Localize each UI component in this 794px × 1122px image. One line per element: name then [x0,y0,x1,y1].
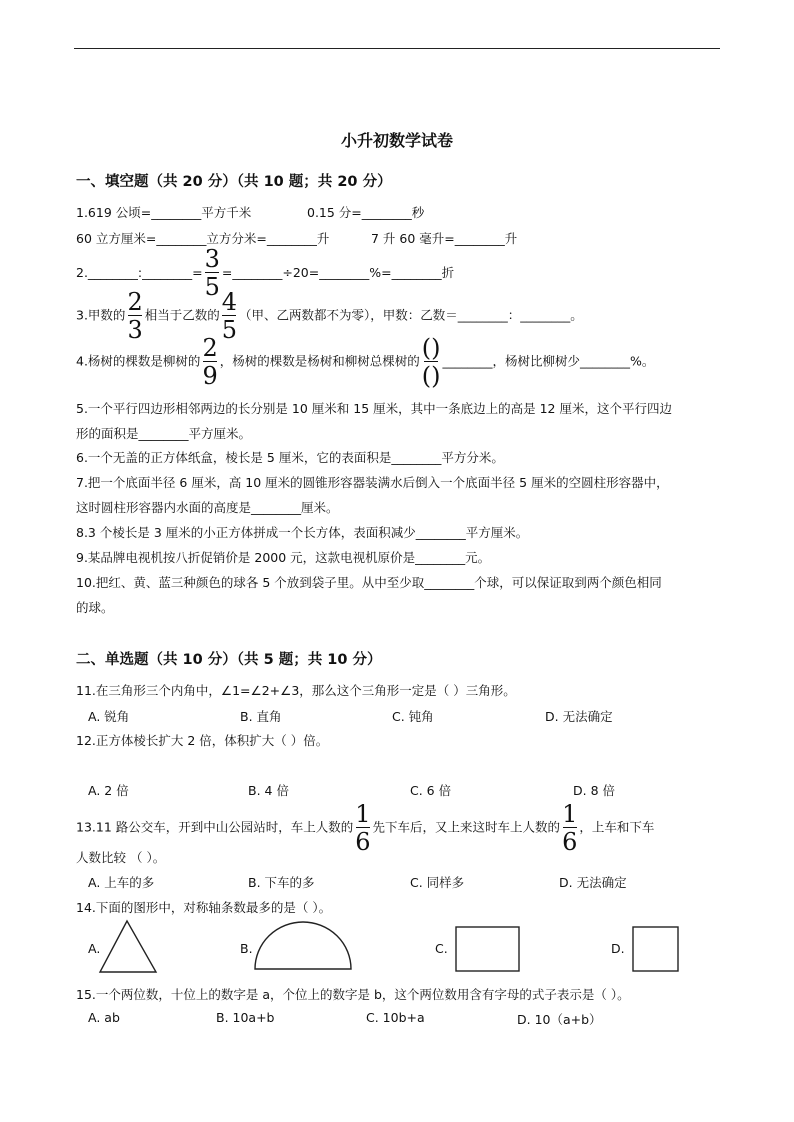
q4-pre: 4.杨树的棵数是柳树的 [76,353,201,369]
q14-option-b[interactable]: B. [240,941,253,956]
q2-post: =________÷20=________%=________折 [221,264,455,280]
q7-line2: 这时圆柱形容器内水面的高度是________厘米。 [76,500,339,515]
q2-pre: 2.________:________= [76,264,203,280]
q13-mid: 先下车后，又上来这时车上人数的 [372,819,561,835]
q3 [76,290,583,342]
q5-line2: 形的面积是________平方厘米。 [76,426,252,441]
q4-numerator-1: 2 [202,334,218,362]
q13-pre: 13.11 路公交车，开到中山公园站时，车上人数的 [76,819,354,835]
header-rule [74,48,720,49]
q1-part-a2: 0.15 分=________秒 [307,205,425,220]
q4 [76,336,654,388]
q13-fraction-2 [562,802,577,854]
q13-denominator-1: 6 [355,828,371,856]
q12-option-a[interactable]: A. 2 倍 [88,783,129,798]
q13-post: ，上车和下车 [579,819,655,835]
q14-option-d[interactable]: D. [611,941,625,956]
section1-header: 一、填空题（共 20 分）（共 10 题；共 20 分） [76,174,392,190]
page-title: 小升初数学试卷 [340,131,453,150]
q4-denominator-2: () [421,362,441,390]
q8: 8.3 个棱长是 3 厘米的小正方体拼成一个长方体，表面积减少________平方厘米。 [76,525,529,540]
q14-option-c[interactable]: C. [435,941,448,956]
semicircle-shape [253,920,353,972]
q5-line1: 5.一个平行四边形相邻两边的长分别是 10 厘米和 15 厘米，其中一条底边上的高是 12 厘米，这个平行四边 [76,401,672,416]
q10-line1: 10.把红、黄、蓝三种颜色的球各 5 个放到袋子里。从中至少取________个球，可以保证取到两个颜色相同 [76,575,662,590]
q12-stem: 12.正方体棱长扩大 2 倍，体积扩大（ ）倍。 [76,733,329,748]
q3-mid: 相当于乙数的 [144,307,220,323]
q9: 9.某品牌电视机按八折促销价是 2000 元，这款电视机原价是________元。 [76,550,491,565]
q13-option-a[interactable]: A. 上车的多 [88,875,155,890]
q11-option-b[interactable]: B. 直角 [240,709,282,724]
q1-part-b2: 7 升 60 毫升=________升 [371,231,518,246]
q11-option-c[interactable]: C. 钝角 [392,709,434,724]
q11-option-d[interactable]: D. 无法确定 [545,709,613,724]
q3-fraction-2 [222,290,237,342]
q15-option-d[interactable]: D. 10（a+b） [517,1012,602,1027]
q15-option-a[interactable]: A. ab [88,1010,120,1025]
q4-numerator-2: () [421,334,441,362]
q13-option-b[interactable]: B. 下车的多 [248,875,315,890]
q12-option-d[interactable]: D. 8 倍 [573,783,615,798]
q3-pre: 3.甲数的 [76,307,126,323]
q3-post: （甲、乙两数都不为零），甲数：乙数＝________：________。 [239,307,583,323]
q4-fraction-1 [202,336,217,388]
q3-denominator-1: 3 [127,316,143,344]
q14-option-a[interactable]: A. [88,941,101,956]
q10-line2: 的球。 [76,600,114,615]
q13-numerator-1: 1 [355,800,371,828]
q4-denominator-1: 9 [202,362,218,390]
q3-fraction-1 [127,290,142,342]
q3-numerator-2: 4 [221,288,238,316]
triangle-shape [98,918,158,974]
square-shape [632,926,680,972]
q15-option-b[interactable]: B. 10a+b [216,1010,275,1025]
q2-denominator: 5 [204,273,220,301]
q4-mid: ，杨树的棵数是杨树和柳树总棵树的 [219,353,420,369]
q13-numerator-2: 1 [562,800,578,828]
q3-numerator-1: 2 [127,288,143,316]
q12-option-c[interactable]: C. 6 倍 [410,783,452,798]
q13-option-c[interactable]: C. 同样多 [410,875,465,890]
q13-line1 [76,802,654,854]
q11-stem: 11.在三角形三个内角中，∠1=∠2+∠3，那么这个三角形一定是（ ）三角形。 [76,683,516,698]
q13-fraction-1 [355,802,370,854]
q12-option-b[interactable]: B. 4 倍 [248,783,289,798]
rectangle-shape [455,926,521,972]
q7-line1: 7.把一个底面半径 6 厘米，高 10 厘米的圆锥形容器装满水后倒入一个底面半径 5 厘米的空圆柱形容器中， [76,475,669,490]
q1-part-b1: 60 立方厘米=________立方分米=________升 [76,231,330,246]
q13-denominator-2: 6 [562,828,578,856]
section2-header: 二、单选题（共 10 分）（共 5 题；共 10 分） [76,652,382,668]
q15-stem: 15.一个两位数，十位上的数字是 a，个位上的数字是 b，这个两位数用含有字母的式子表示是（ ）。 [76,987,630,1002]
q15-option-c[interactable]: C. 10b+a [366,1010,425,1025]
q14-stem: 14.下面的图形中，对称轴条数最多的是（ ）。 [76,900,332,915]
q13-option-d[interactable]: D. 无法确定 [559,875,627,890]
q3-denominator-2: 5 [221,316,238,344]
q11-option-a[interactable]: A. 锐角 [88,709,130,724]
q4-post: ________，杨树比柳树少________%。 [442,353,655,369]
q1-part-a1: 1.619 公顷=________平方千米 [76,205,252,220]
q13-line2: 人数比较 （ ）。 [76,850,166,865]
q6: 6.一个无盖的正方体纸盒，棱长是 5 厘米，它的表面积是________平方分米。 [76,450,504,465]
q2-numerator: 3 [204,245,220,273]
q4-fraction-2 [422,336,441,388]
